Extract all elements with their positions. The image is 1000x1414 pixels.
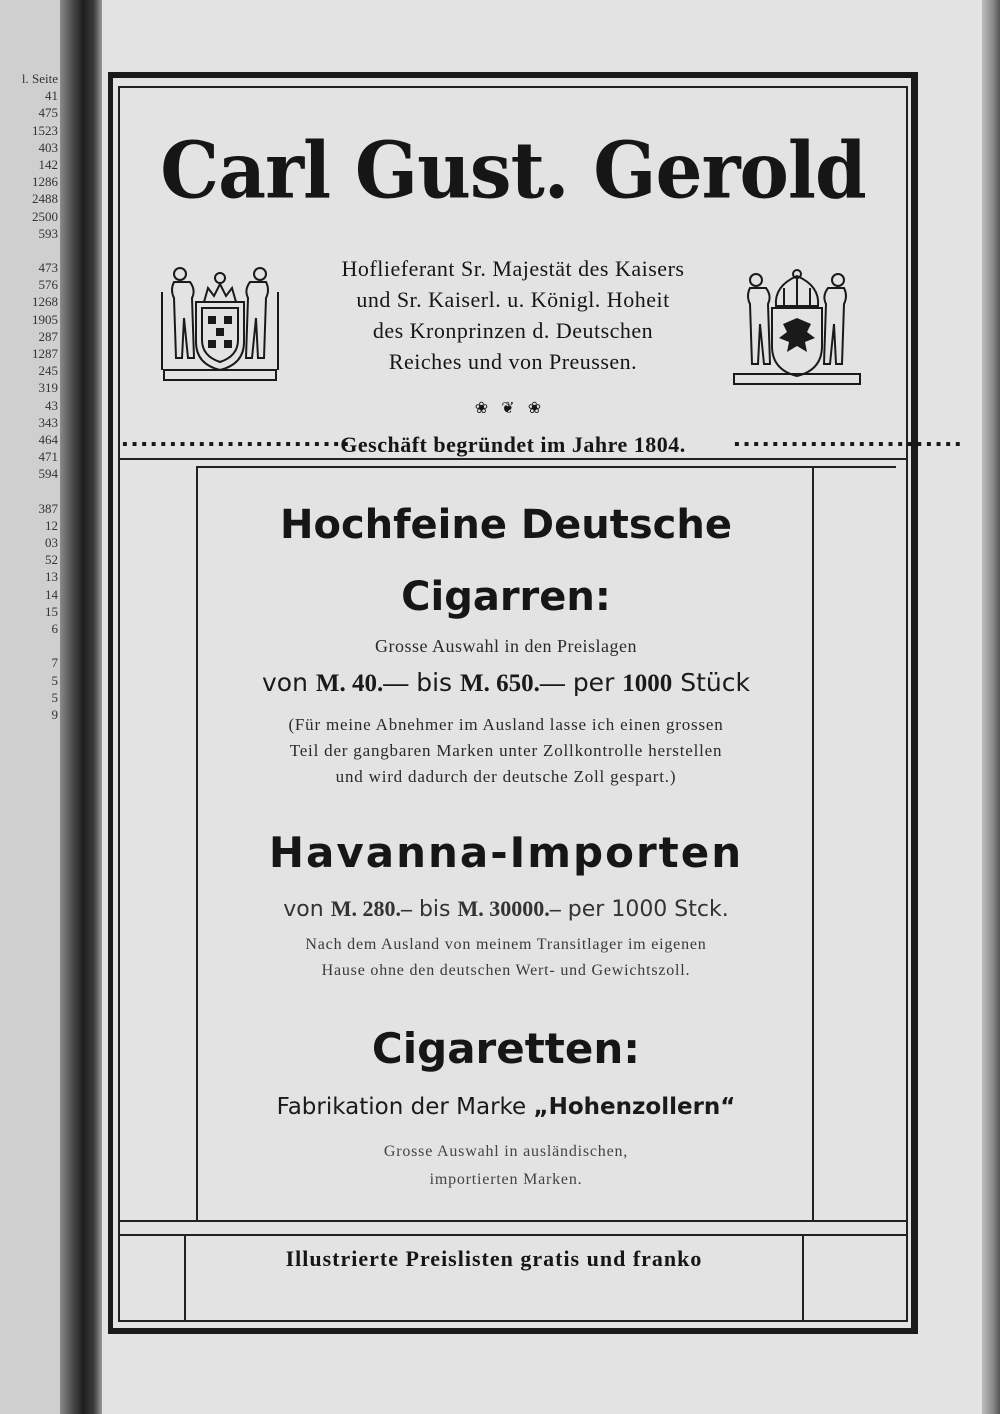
adjacent-page-number: 1286 <box>32 174 58 190</box>
ornament-icon: ❀ ❦ ❀ <box>474 398 546 417</box>
havana-note-line: Nach dem Ausland von meinem Transitlager im eigenen <box>305 936 707 953</box>
coat-of-arms-left-icon <box>156 262 284 386</box>
adjacent-page-number: 593 <box>38 225 58 241</box>
company-name: Carl Gust. Gerold <box>160 125 866 217</box>
cigars-note-line: (Für meine Abnehmer im Ausland lasse ich einen grossen <box>288 715 724 734</box>
adjacent-page-number: 41 <box>45 88 58 104</box>
adjacent-page-number: 14 <box>45 586 58 602</box>
coat-of-arms-right-icon <box>730 266 864 394</box>
adjacent-page-number: 343 <box>38 414 58 430</box>
cigarettes-note-line: Grosse Auswahl in ausländischen, <box>383 1143 629 1160</box>
adjacent-page-number: 2488 <box>32 191 58 207</box>
price-from: M. 40.— <box>315 670 409 697</box>
footer-right-rule <box>802 1234 804 1320</box>
adjacent-page-number: 43 <box>45 397 58 413</box>
adjacent-page-number <box>0 483 58 500</box>
havana-to-word: bis <box>418 897 451 922</box>
panel-left-rule <box>196 466 198 1222</box>
purveyor-line: Reiches und von Preussen. <box>388 349 638 374</box>
adjacent-page-numbers <box>0 70 58 723</box>
adjacent-page-number: 2500 <box>32 208 58 224</box>
price-to-word: bis <box>416 668 453 697</box>
adjacent-page-number <box>0 242 58 259</box>
adjacent-page-number: 03 <box>45 535 58 551</box>
price-unit: Stück <box>680 668 750 697</box>
header-divider-inner <box>196 466 896 468</box>
cigarettes-brand-line <box>200 1094 812 1120</box>
founded-line: Geschäft begründet im Jahre 1804. <box>340 432 686 457</box>
adjacent-page-number: 1523 <box>32 122 58 138</box>
royal-purveyor-text <box>290 253 736 377</box>
price-per-word: per <box>572 668 615 697</box>
adjacent-page-number: 464 <box>38 432 58 448</box>
adjacent-page-number: 475 <box>38 105 58 121</box>
adjacent-page-number: 471 <box>38 449 58 465</box>
adjacent-page-number: 52 <box>45 552 58 568</box>
footer-top-rule <box>120 1220 906 1222</box>
adjacent-page-number: 1268 <box>32 294 58 310</box>
havana-note-line: Hause ohne den deutschen Wert- und Gewichtszoll. <box>321 962 691 979</box>
price-list-footer: Illustrierte Preislisten gratis und franko <box>285 1246 703 1271</box>
purveyor-line: des Kronprinzen d. Deutschen <box>372 318 654 343</box>
adjacent-page-number: 5 <box>51 672 58 688</box>
price-from-word: von <box>262 668 308 697</box>
cigars-note <box>200 712 812 790</box>
cigars-selection: Grosse Auswahl in den Preislagen <box>375 636 637 656</box>
dot-leader-left: ▪▪▪▪▪▪▪▪▪▪▪▪▪▪▪▪▪▪▪▪▪▪▪▪ <box>120 436 351 454</box>
havana-from-word: von <box>283 897 324 922</box>
cigarettes-note <box>200 1138 812 1194</box>
footer-top-rule-inner <box>120 1234 906 1236</box>
adjacent-page-number: 1905 <box>32 311 58 327</box>
adjacent-page-number: 9 <box>51 706 58 722</box>
adjacent-page-number: 594 <box>38 466 58 482</box>
purveyor-line: und Sr. Kaiserl. u. Königl. Hoheit <box>356 287 670 312</box>
adjacent-page-edge <box>0 0 62 1414</box>
adjacent-page-number: 6 <box>51 621 58 637</box>
adjacent-page-number: 5 <box>51 689 58 705</box>
price-to: M. 650.— <box>460 670 565 697</box>
adjacent-page-number: 1287 <box>32 346 58 362</box>
adjacent-page-number: 15 <box>45 603 58 619</box>
brand-name: „Hohenzollern“ <box>533 1094 736 1120</box>
cigars-note-line: Teil der gangbaren Marken unter Zollkontrolle herstellen <box>289 741 723 760</box>
dot-leader-right: ▪▪▪▪▪▪▪▪▪▪▪▪▪▪▪▪▪▪▪▪▪▪▪▪ <box>732 436 963 454</box>
adjacent-page-number <box>0 637 58 654</box>
purveyor-line: Hoflieferant Sr. Majestät des Kaisers <box>341 256 685 281</box>
price-qty: 1000 <box>622 670 673 697</box>
havana-price-to: M. 30000.– <box>457 896 561 921</box>
havana-per: per 1000 Stck. <box>567 897 729 922</box>
founded-row <box>120 432 963 462</box>
cigarettes-note-line: importierten Marken. <box>429 1171 583 1188</box>
adjacent-page-number: 319 <box>38 380 58 396</box>
adjacent-page-number: 473 <box>38 260 58 276</box>
adjacent-page-number: 403 <box>38 139 58 155</box>
brand-prefix: Fabrikation der Marke <box>276 1094 527 1120</box>
adjacent-page-number: 12 <box>45 517 58 533</box>
panel-right-rule <box>812 466 814 1222</box>
adjacent-page-number: 142 <box>38 157 58 173</box>
adjacent-page-number: 576 <box>38 277 58 293</box>
cigars-heading-line2: Cigarren: <box>401 574 611 620</box>
adjacent-page-number: 7 <box>51 655 58 671</box>
adjacent-page-number: 287 <box>38 328 58 344</box>
adjacent-page-header: l. Seite <box>21 71 58 86</box>
cigars-heading-line1: Hochfeine Deutsche <box>280 502 732 548</box>
book-gutter <box>60 0 102 1414</box>
havana-price-from: M. 280.– <box>330 896 412 921</box>
havana-note <box>200 932 812 984</box>
page-right-edge <box>982 0 1000 1414</box>
cigars-price-line <box>200 668 812 698</box>
adjacent-page-number: 13 <box>45 569 58 585</box>
adjacent-page-number: 245 <box>38 363 58 379</box>
adjacent-page-number: 387 <box>38 500 58 516</box>
havana-price-line <box>200 896 812 922</box>
havana-heading: Havanna-Importen <box>268 828 744 877</box>
cigars-note-line: und wird dadurch der deutsche Zoll gespart.) <box>335 767 677 786</box>
cigarettes-heading: Cigaretten: <box>371 1024 641 1073</box>
